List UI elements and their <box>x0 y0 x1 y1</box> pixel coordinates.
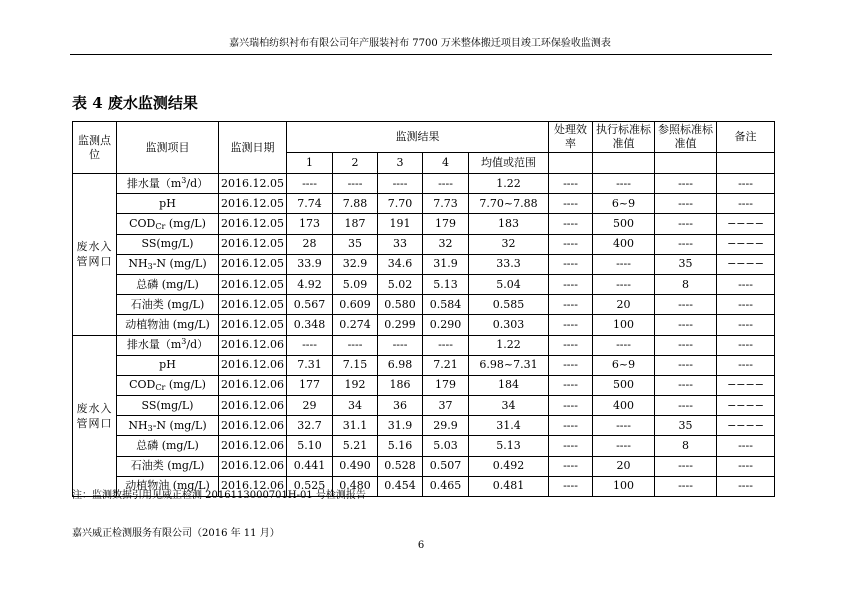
result-2-cell: 0.490 <box>333 456 378 476</box>
table-row <box>73 335 775 355</box>
efficiency-cell: ---- <box>549 174 593 194</box>
footer-organization: 嘉兴威正检测服务有限公司（2016 年 11 月） <box>72 528 280 539</box>
standard-cell: 6~9 <box>593 194 655 214</box>
result-3-cell: 0.528 <box>378 456 423 476</box>
col-range-header: 均值或范围 <box>469 153 549 174</box>
item-cell: $COD_{Cr}$ (mg/L) <box>117 375 219 395</box>
efficiency-cell: ---- <box>549 274 593 294</box>
result-3-cell: 191 <box>378 214 423 234</box>
remark-cell: −−−− <box>717 234 775 254</box>
remark-cell: ---- <box>717 436 775 456</box>
table-title: 表 4 废水监测结果 <box>72 94 198 112</box>
result-3-cell: ---- <box>378 174 423 194</box>
result-3-cell: 7.70 <box>378 194 423 214</box>
result-4-cell: 179 <box>423 375 469 395</box>
date-cell: 2016.12.06 <box>219 396 287 416</box>
efficiency-cell: ---- <box>549 315 593 335</box>
result-3-cell: 0.580 <box>378 295 423 315</box>
col-n2-header: 2 <box>333 153 378 174</box>
result-3-cell: 33 <box>378 234 423 254</box>
reference-cell: ---- <box>655 456 717 476</box>
col-efficiency-header: 处理效率 <box>549 122 593 153</box>
item-cell: $NH_3-N$ (mg/L) <box>117 254 219 274</box>
efficiency-cell: ---- <box>549 194 593 214</box>
reference-cell: 35 <box>655 416 717 436</box>
col-results-header: 监测结果 <box>287 122 549 153</box>
result-1-cell: ---- <box>287 174 333 194</box>
result-4-cell: 5.03 <box>423 436 469 456</box>
date-cell: 2016.12.06 <box>219 375 287 395</box>
remark-cell: ---- <box>717 315 775 335</box>
item-cell: 石油类 (mg/L) <box>117 456 219 476</box>
col-standard-blank <box>593 153 655 174</box>
col-reference-header: 参照标准标准值 <box>655 122 717 153</box>
date-cell: 2016.12.05 <box>219 234 287 254</box>
efficiency-cell: ---- <box>549 476 593 496</box>
result-3-cell: 5.16 <box>378 436 423 456</box>
col-standard-header: 执行标准标准值 <box>593 122 655 153</box>
item-cell: 石油类 (mg/L) <box>117 295 219 315</box>
efficiency-cell: ---- <box>549 254 593 274</box>
remark-cell: ---- <box>717 194 775 214</box>
col-n1-header: 1 <box>287 153 333 174</box>
col-location-header: 监测点位 <box>73 122 117 174</box>
result-1-cell: 0.441 <box>287 456 333 476</box>
table-row <box>73 254 775 274</box>
table-row <box>73 234 775 254</box>
result-2-cell: ---- <box>333 335 378 355</box>
efficiency-cell: ---- <box>549 214 593 234</box>
mean-cell: 33.3 <box>469 254 549 274</box>
header-rule <box>70 54 772 55</box>
table-row <box>73 174 775 194</box>
result-2-cell: 31.1 <box>333 416 378 436</box>
efficiency-cell: ---- <box>549 456 593 476</box>
efficiency-cell: ---- <box>549 234 593 254</box>
standard-cell: 500 <box>593 214 655 234</box>
result-3-cell: 6.98 <box>378 355 423 375</box>
result-2-cell: 34 <box>333 396 378 416</box>
efficiency-cell: ---- <box>549 416 593 436</box>
reference-cell: ---- <box>655 476 717 496</box>
mean-cell: 183 <box>469 214 549 234</box>
item-cell: SS(mg/L) <box>117 234 219 254</box>
remark-cell: −−−− <box>717 214 775 234</box>
remark-cell: −−−− <box>717 254 775 274</box>
table-row <box>73 456 775 476</box>
col-remark-blank <box>717 153 775 174</box>
reference-cell: ---- <box>655 335 717 355</box>
result-2-cell: ---- <box>333 174 378 194</box>
remark-cell: −−−− <box>717 416 775 436</box>
standard-cell: 20 <box>593 456 655 476</box>
wastewater-monitoring-table <box>72 121 775 497</box>
date-cell: 2016.12.05 <box>219 214 287 234</box>
location-cell: 废水入管网口 <box>73 335 117 497</box>
date-cell: 2016.12.06 <box>219 355 287 375</box>
result-4-cell: 0.290 <box>423 315 469 335</box>
remark-cell: −−−− <box>717 396 775 416</box>
result-4-cell: 0.465 <box>423 476 469 496</box>
result-1-cell: 177 <box>287 375 333 395</box>
result-2-cell: 5.21 <box>333 436 378 456</box>
reference-cell: 8 <box>655 436 717 456</box>
result-1-cell: 173 <box>287 214 333 234</box>
result-1-cell: 28 <box>287 234 333 254</box>
date-cell: 2016.12.05 <box>219 254 287 274</box>
table-row <box>73 274 775 294</box>
date-cell: 2016.12.06 <box>219 476 287 496</box>
standard-cell: ---- <box>593 436 655 456</box>
result-4-cell: 37 <box>423 396 469 416</box>
result-3-cell: 5.02 <box>378 274 423 294</box>
result-2-cell: 7.15 <box>333 355 378 375</box>
reference-cell: ---- <box>655 174 717 194</box>
reference-cell: ---- <box>655 396 717 416</box>
mean-cell: 0.585 <box>469 295 549 315</box>
table-row <box>73 436 775 456</box>
remark-cell: ---- <box>717 355 775 375</box>
efficiency-cell: ---- <box>549 295 593 315</box>
item-cell: pH <box>117 355 219 375</box>
item-cell: 排水量$(m^3/d)$ <box>117 174 219 194</box>
mean-cell: 5.04 <box>469 274 549 294</box>
result-4-cell: 7.73 <box>423 194 469 214</box>
result-1-cell: 7.31 <box>287 355 333 375</box>
standard-cell: 100 <box>593 476 655 496</box>
col-n4-header: 4 <box>423 153 469 174</box>
remark-cell: ---- <box>717 335 775 355</box>
result-2-cell: 187 <box>333 214 378 234</box>
item-cell: SS(mg/L) <box>117 396 219 416</box>
standard-cell: ---- <box>593 416 655 436</box>
page-number: 6 <box>417 540 425 551</box>
result-4-cell: 179 <box>423 214 469 234</box>
result-3-cell: 186 <box>378 375 423 395</box>
efficiency-cell: ---- <box>549 355 593 375</box>
date-cell: 2016.12.05 <box>219 174 287 194</box>
result-3-cell: 31.9 <box>378 416 423 436</box>
reference-cell: ---- <box>655 194 717 214</box>
result-2-cell: 35 <box>333 234 378 254</box>
result-1-cell: 5.10 <box>287 436 333 456</box>
location-cell: 废水入管网口 <box>73 174 117 336</box>
table-row <box>73 295 775 315</box>
result-1-cell: 0.525 <box>287 476 333 496</box>
reference-cell: ---- <box>655 315 717 335</box>
mean-cell: 0.481 <box>469 476 549 496</box>
reference-cell: ---- <box>655 214 717 234</box>
result-1-cell: 0.348 <box>287 315 333 335</box>
table-row <box>73 214 775 234</box>
result-3-cell: 36 <box>378 396 423 416</box>
table-row <box>73 416 775 436</box>
reference-cell: 35 <box>655 254 717 274</box>
result-3-cell: 0.454 <box>378 476 423 496</box>
standard-cell: 400 <box>593 234 655 254</box>
item-cell: 总磷 (mg/L) <box>117 274 219 294</box>
table-row <box>73 315 775 335</box>
result-2-cell: 5.09 <box>333 274 378 294</box>
mean-cell: 1.22 <box>469 335 549 355</box>
result-1-cell: 29 <box>287 396 333 416</box>
col-reference-blank <box>655 153 717 174</box>
item-cell: 动植物油 (mg/L) <box>117 476 219 496</box>
date-cell: 2016.12.06 <box>219 456 287 476</box>
reference-cell: 8 <box>655 274 717 294</box>
remark-cell: ---- <box>717 476 775 496</box>
table-note: 注：监测数据引用见威正检测 2016113000701H-01 号检测报告 <box>72 490 366 501</box>
reference-cell: ---- <box>655 355 717 375</box>
result-2-cell: 0.274 <box>333 315 378 335</box>
col-item-header: 监测项目 <box>117 122 219 174</box>
efficiency-cell: ---- <box>549 375 593 395</box>
date-cell: 2016.12.06 <box>219 416 287 436</box>
mean-cell: 6.98~7.31 <box>469 355 549 375</box>
result-3-cell: 34.6 <box>378 254 423 274</box>
result-1-cell: 7.74 <box>287 194 333 214</box>
mean-cell: 0.303 <box>469 315 549 335</box>
result-4-cell: 29.9 <box>423 416 469 436</box>
date-cell: 2016.12.05 <box>219 315 287 335</box>
date-cell: 2016.12.05 <box>219 295 287 315</box>
result-3-cell: 0.299 <box>378 315 423 335</box>
result-2-cell: 0.480 <box>333 476 378 496</box>
remark-cell: ---- <box>717 456 775 476</box>
item-cell: pH <box>117 194 219 214</box>
table-row <box>73 355 775 375</box>
table-row <box>73 396 775 416</box>
result-2-cell: 7.88 <box>333 194 378 214</box>
result-1-cell: ---- <box>287 335 333 355</box>
col-n3-header: 3 <box>378 153 423 174</box>
table-body <box>73 174 775 497</box>
standard-cell: 400 <box>593 396 655 416</box>
standard-cell: 500 <box>593 375 655 395</box>
col-remark-header: 备注 <box>717 122 775 153</box>
mean-cell: 32 <box>469 234 549 254</box>
result-4-cell: 0.507 <box>423 456 469 476</box>
result-1-cell: 33.9 <box>287 254 333 274</box>
mean-cell: 5.13 <box>469 436 549 456</box>
standard-cell: 6~9 <box>593 355 655 375</box>
mean-cell: 7.70~7.88 <box>469 194 549 214</box>
standard-cell: ---- <box>593 274 655 294</box>
mean-cell: 184 <box>469 375 549 395</box>
result-4-cell: ---- <box>423 335 469 355</box>
result-2-cell: 0.609 <box>333 295 378 315</box>
efficiency-cell: ---- <box>549 436 593 456</box>
efficiency-cell: ---- <box>549 335 593 355</box>
reference-cell: ---- <box>655 295 717 315</box>
remark-cell: ---- <box>717 295 775 315</box>
standard-cell: ---- <box>593 335 655 355</box>
item-cell: 动植物油 (mg/L) <box>117 315 219 335</box>
standard-cell: ---- <box>593 254 655 274</box>
date-cell: 2016.12.06 <box>219 335 287 355</box>
item-cell: 总磷 (mg/L) <box>117 436 219 456</box>
item-cell: $NH_3-N$ (mg/L) <box>117 416 219 436</box>
col-date-header: 监测日期 <box>219 122 287 174</box>
result-4-cell: 7.21 <box>423 355 469 375</box>
standard-cell: 20 <box>593 295 655 315</box>
remark-cell: ---- <box>717 274 775 294</box>
result-4-cell: ---- <box>423 174 469 194</box>
item-cell: $COD_{Cr}$ (mg/L) <box>117 214 219 234</box>
result-4-cell: 31.9 <box>423 254 469 274</box>
mean-cell: 1.22 <box>469 174 549 194</box>
result-4-cell: 0.584 <box>423 295 469 315</box>
standard-cell: 100 <box>593 315 655 335</box>
item-cell: 排水量$(m^3/d)$ <box>117 335 219 355</box>
mean-cell: 34 <box>469 396 549 416</box>
remark-cell: −−−− <box>717 375 775 395</box>
table-row <box>73 194 775 214</box>
result-4-cell: 32 <box>423 234 469 254</box>
col-efficiency-blank <box>549 153 593 174</box>
standard-cell: ---- <box>593 174 655 194</box>
result-4-cell: 5.13 <box>423 274 469 294</box>
result-2-cell: 192 <box>333 375 378 395</box>
table-row <box>73 375 775 395</box>
result-1-cell: 32.7 <box>287 416 333 436</box>
mean-cell: 31.4 <box>469 416 549 436</box>
result-1-cell: 0.567 <box>287 295 333 315</box>
date-cell: 2016.12.05 <box>219 194 287 214</box>
date-cell: 2016.12.06 <box>219 436 287 456</box>
remark-cell: ---- <box>717 174 775 194</box>
result-3-cell: ---- <box>378 335 423 355</box>
document-header: 嘉兴瑞柏纺织衬布有限公司年产服装衬布 7700 万米整体搬迁项目竣工环保验收监测表 <box>229 38 611 49</box>
efficiency-cell: ---- <box>549 396 593 416</box>
reference-cell: ---- <box>655 375 717 395</box>
reference-cell: ---- <box>655 234 717 254</box>
result-2-cell: 32.9 <box>333 254 378 274</box>
result-1-cell: 4.92 <box>287 274 333 294</box>
mean-cell: 0.492 <box>469 456 549 476</box>
date-cell: 2016.12.05 <box>219 274 287 294</box>
